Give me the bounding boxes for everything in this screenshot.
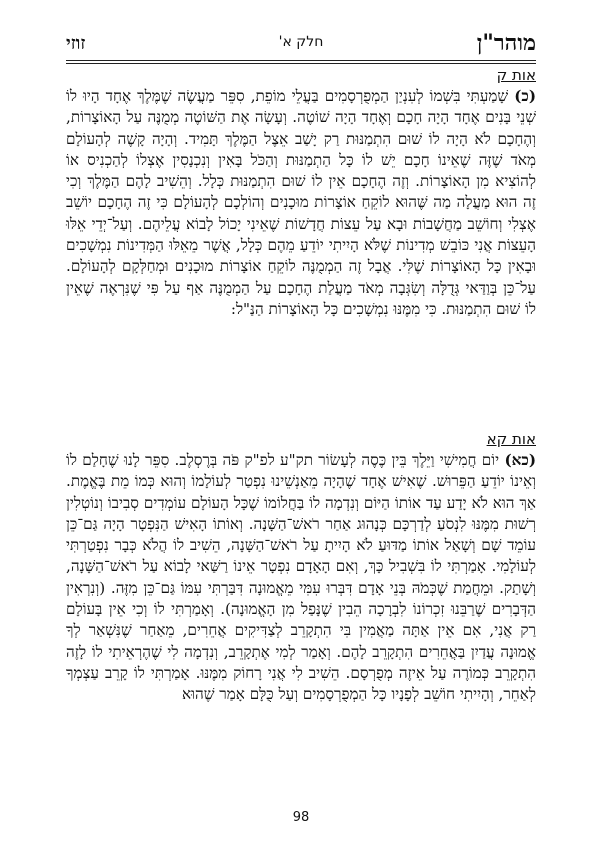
section-body bbox=[66, 86, 536, 320]
book-title: מוהר"ן bbox=[476, 30, 536, 56]
section-title: אות ק bbox=[496, 66, 536, 84]
section-ot-k bbox=[66, 66, 536, 320]
section-body bbox=[66, 450, 536, 706]
header-rule-top bbox=[66, 60, 536, 61]
header-rule-bottom bbox=[66, 63, 536, 64]
paragraph-marker: (כא) bbox=[504, 451, 537, 469]
part-label: חלק א' bbox=[278, 34, 324, 50]
page-number: 98 bbox=[292, 810, 310, 825]
section-title: אות קא bbox=[486, 430, 536, 448]
section-name: זוזי bbox=[66, 33, 86, 54]
paragraph-text: יוֹם חֲמִישִׁי וַיֵּלֶךְ בֵּין כֶּסֶה לְעָשׂוֹר תק"ע לפ"ק פֹּה בְּרֶסְלֶב. סִפֵּר לָנוּ שֶׁחָלַם לוֹ וְאֵינוֹ יוֹדֵעַ הַפֵּרוּשׁ. שֶׁאִישׁ אֶחָד שֶׁהָיָה מֵאַנְשֵׁינוּ נִפְטַר לְעוֹלָמוֹ וְהוּא כְּמוֹ מֵת בֶּאֱמֶת. אַךְ הוּא לֹא יָדַע עַד אוֹתוֹ הַיּוֹם וְנִדְמָה לוֹ בַּחֲלוֹמוֹ שֶׁכָּל הָעוֹלָם עוֹמְדִים סְבִיבוֹ וְנוֹטְלִין רְשׁוּת מִמֶּנּוּ לִנְסֹעַ לְדַרְכָּם כְּנָהוּג אַחַר רֹאשׁ־הַשָּׁנָה. וְאוֹתוֹ הָאִישׁ הַנִּפְטָר הָיָה גַּם־כֵּן עוֹמֵד שָׁם וְשָׁאַל אוֹתוֹ מַדּוּעַ לֹא הָיִיתָ עַל רֹאשׁ־הַשָּׁנָה, הֵשִׁיב לוֹ הֲלֹא כְּבָר נִפְטַרְתִּי לְעוֹלָמִי. אָמַרְתִּי לוֹ בִּשְׁבִיל כָּךְ, וְאִם הָאָדָם נִפְטָר אֵינוֹ רַשַּׁאי לָבוֹא עַל רֹאשׁ־הַשָּׁנָה, וְשָׁתַק. וּמֵחֲמַת שֶׁכְּמֹהּ בְּנֵי אָדָם דִּבְּרוּ עִמִּי מֵאֱמוּנָה דִּבַּרְתִּי עִמּוֹ גַּם־כֵּן מִזֶּה. (וְנִרְאִין הַדְּבָרִים שֶׁרַבֵּנוּ זִכְרוֹנוֹ לִבְרָכָה הֵבִין שֶׁנָּפַל מִן הָאֱמוּנָה). וְאָמַרְתִּי לוֹ וְכִי אֵין בָּעוֹלָם רַק אֲנִי, אִם אֵין אַתָּה מַאֲמִין בִּי הִתְקָרֵב לְצַדִּיקִים אֲחֵרִים, מֵאַחַר שֶׁנִּשְׁאַר לְךָ אֱמוּנָה עֲדַיִן בַּאֲחֵרִים הִתְקָרֵב לָהֶם. וְאָמַר לְמִי אֶתְקָרֵב, וְנִדְמָה לִי שֶׁהֶרְאֵיתִי לוֹ לָזֶה הִתְקָרֵב כְּמוֹרֶה עַל אֵיזֶה מְפֻרְסָם. הֵשִׁיב לִי אֲנִי רָחוֹק מִמֶּנּוּ. אָמַרְתִּי לוֹ קָרֵב עַצְמְךָ לְאַחֵר, וְהָיִיתִי חוֹשֵׁב לְפָנָיו כָּל הַמְפֻרְסָמִים וְעַל כֻּלָּם אָמַר שֶׁהוּא bbox=[66, 451, 536, 704]
paragraph-marker: (כ) bbox=[514, 87, 537, 105]
running-header bbox=[66, 30, 536, 60]
paragraph-text: שָׁמַעְתִּי בִּשְׁמוֹ לְעִנְיַן הַמְפֻרְסָמִים בַּעֲלֵי מוֹפֵת, סִפֵּר מַעֲשֶׂה שֶׁמֶּלֶךְ אֶחָד הָיוּ לוֹ שְׁנֵי בָּנִים אֶחָד הָיָה חָכָם וְאֶחָד הָיָה שׁוֹטֶה. וְעָשָׂה אֶת הַשּׁוֹטֶה מְמֻנֶּה עַל הָאוֹצָרוֹת, וְהֶחָכָם לֹא הָיָה לוֹ שׁוּם הִתְמַנּוּת רַק יָשַׁב אֵצֶל הַמֶּלֶךְ תָּמִיד. וְהָיָה קָשֶׁה לְהָעוֹלָם מְאֹד שֶׁזֶּה שֶׁאֵינוֹ חָכָם יֵשׁ לוֹ כָּל הַתְמַנּוּת וְהַכֹּל בָּאִין וְנִכְנָסִין אֶצְלוֹ לְהַכְנִיס אוֹ לְהוֹצִיא מִן הָאוֹצָרוֹת. וְזֶה הֶחָכָם אֵין לוֹ שׁוּם הִתְמַנּוּת כְּלָל. וְהֵשִׁיב לָהֶם הַמֶּלֶךְ וְכִי זֶה הוּא מַעֲלָה מַה שֶּׁהוּא לוֹקֵחַ אוֹצָרוֹת מוּכָנִים וְהוֹלְכָם לְהָעוֹלָם כִּי זֶה הֶחָכָם יוֹשֵׁב אֶצְלִי וְחוֹשֵׁב מַחֲשָׁבוֹת וּבָא עַל עֵצוֹת חֲדָשׁוֹת שֶׁאֵינִי יָכוֹל לָבוֹא עֲלֵיהֶם. וְעַל־יְדֵי אֵלּוּ הָעֵצוֹת אֲנִי כּוֹבֵשׁ מְדִינוֹת שֶׁלֹּא הָיִיתִי יוֹדֵעַ מֵהֶם כְּלָל, אֲשֶׁר מֵאֵלּוּ הַמְּדִינוֹת נִמְשָׁכִים וּבָאִין כָּל הָאוֹצָרוֹת שֶׁלִּי. אֲבָל זֶה הַמְמֻנֶּה לוֹקֵחַ אוֹצָרוֹת מוּכָנִים וּמְחַלְּקָם לְהָעוֹלָם. עַל־כֵּן בְּוַדַּאי גְּדֻלָּה וְשִׂגְּבָה מְאֹד מַעֲלַת הֶחָכָם עַל הַמְמֻנֶּה אַף עַל פִּי שֶׁנִּרְאֶה שֶׁאֵין לוֹ שׁוּם הִתְמַנּוּת. כִּי מִמֶּנּוּ נִמְשָׁכִים כָּל הָאוֹצָרוֹת הַנַּ"ל: bbox=[66, 87, 536, 318]
section-ot-ka bbox=[66, 430, 536, 706]
